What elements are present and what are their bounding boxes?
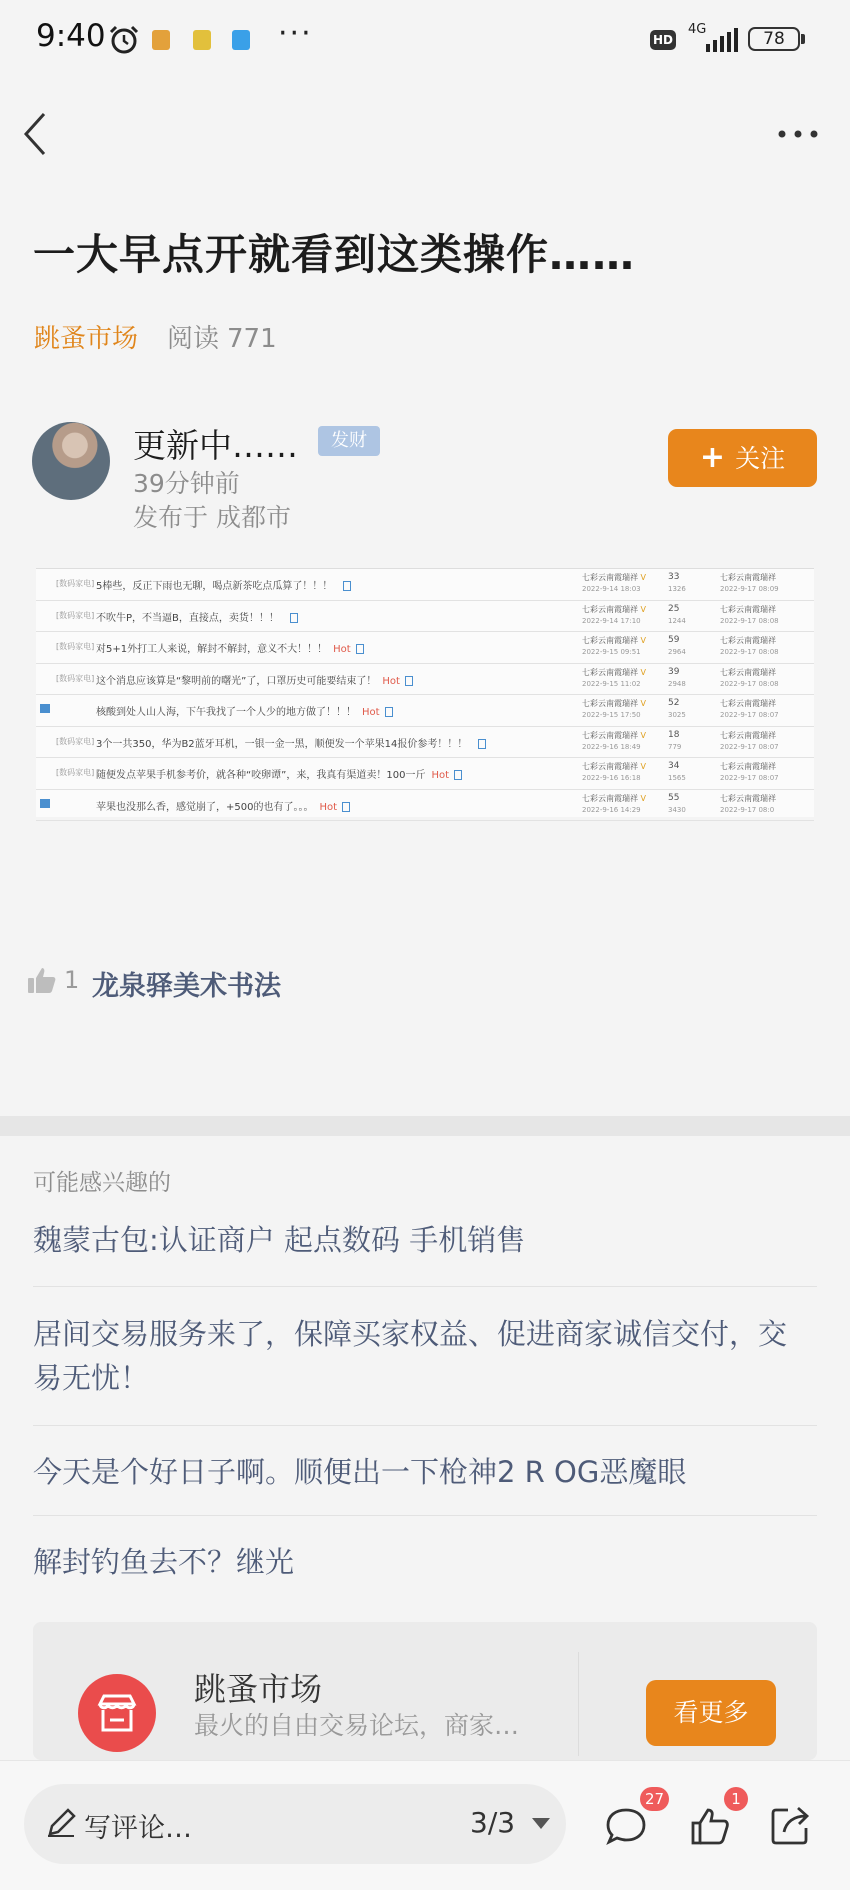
hot-label: Hot [333,644,351,655]
row-last-date: 2022-9-17 08:07 [720,774,779,782]
row-replies: 55 [668,792,680,803]
author-badge: 发财 [318,426,380,456]
row-author-name: 七彩云南霞瑞祥 [582,730,638,740]
page-indicator[interactable]: 3/3 [470,1806,516,1839]
share-icon[interactable] [770,1804,812,1846]
row-author-name: 七彩云南霞瑞祥 [582,667,638,677]
row-title-text: 对5+1外打工人来说，解封不解封，意义不大！！！ [96,644,328,655]
row-title-text: 不吹牛P，不当逼B，直接点，卖货！！！ [96,612,279,624]
post-location: 发布于 成都市 [133,503,291,532]
verified-icon: V [640,667,647,677]
row-date: 2022-9-14 18:03 [582,585,641,593]
verified-icon: V [640,793,647,803]
row-title [96,609,298,624]
battery-icon: 78 [748,27,800,51]
read-count [167,318,277,355]
embedded-list-row [36,601,814,633]
row-author [582,761,646,772]
row-author-name: 七彩云南霞瑞祥 [582,793,638,803]
embedded-list-row [36,664,814,696]
thumbs-up-icon[interactable] [690,1806,730,1846]
row-title [96,640,364,655]
row-last-date: 2022-9-17 08:0 [720,805,775,814]
status-time: 9:40 [36,18,106,54]
signal-icon [706,28,740,52]
attachment-icon [385,707,393,717]
attachment-icon [454,770,462,780]
row-date: 2022-9-15 09:51 [582,648,641,656]
row-tag: [数码家电] [56,736,95,746]
attachment-icon [290,613,298,623]
row-author [582,730,646,741]
plus-icon: + [699,440,726,475]
row-views: 779 [668,742,682,751]
recommendation-item[interactable]: 今天是个好日子啊。顺便出一下枪神2 R OG恶魔眼 [33,1455,687,1489]
verified-icon: V [640,699,647,708]
avatar[interactable] [32,422,110,500]
row-tag: [数码家电] [56,768,95,777]
comment-icon[interactable] [604,1806,648,1846]
thumbs-up-icon[interactable] [27,966,57,994]
row-title [96,798,350,813]
row-author [582,635,646,646]
row-last-poster: 七彩云南霞瑞祥 [720,699,776,708]
forum-card-name: 跳蚤市场 [194,1670,323,1708]
divider [33,1515,817,1516]
row-author-name: 七彩云南霞瑞祥 [582,636,638,645]
row-author [582,572,646,583]
status-more-icon: ··· [278,16,313,51]
attachment-icon [343,581,351,591]
read-number: 771 [227,324,277,354]
post-time: 39分钟前 [133,469,240,498]
dropdown-arrow-icon[interactable] [532,1818,550,1829]
battery-tip [801,34,805,44]
row-author-name: 七彩云南霞瑞祥 [582,699,638,708]
embedded-list-row [36,727,814,759]
row-last-date: 2022-9-17 08:09 [720,585,779,593]
verified-icon: V [640,573,647,582]
read-label: 阅读 [167,324,220,354]
row-replies: 59 [668,635,680,645]
attachment-icon [356,644,364,654]
row-last-date: 2022-9-17 08:08 [720,679,779,688]
row-views: 2948 [668,679,686,688]
comment-placeholder[interactable]: 写评论… [84,1813,192,1844]
notification-app-icon [193,30,211,50]
row-title-text: 这个消息应该算是“黎明前的曙光”了，口罩历史可能要结束了！ [96,675,377,687]
see-more-button[interactable]: 看更多 [646,1680,776,1746]
row-title [96,766,462,781]
recommendation-item[interactable]: 解封钓鱼去不？继光 [33,1545,295,1579]
row-last-date: 2022-9-17 08:08 [720,648,779,656]
row-views: 1565 [668,774,686,782]
divider [578,1652,579,1756]
network-type: 4G [688,22,707,37]
row-replies: 34 [668,761,680,771]
section-divider [0,1116,850,1136]
row-date: 2022-9-15 11:02 [582,679,641,688]
row-views: 1326 [668,585,686,593]
row-views: 1244 [668,616,686,625]
row-author-name: 七彩云南霞瑞祥 [582,762,638,771]
row-last-date: 2022-9-17 08:07 [720,711,779,719]
post-title: 一大早点开就看到这类操作…… [33,230,636,279]
row-author-name: 七彩云南霞瑞祥 [582,573,638,582]
row-tag: [数码家电] [56,610,95,620]
row-date: 2022-9-15 17:50 [582,711,641,719]
row-last-poster: 七彩云南霞瑞祥 [720,573,776,582]
forum-icon [78,1674,156,1752]
verified-icon: V [640,730,647,740]
recommendations-header: 可能感兴趣的 [33,1170,171,1196]
row-views: 3430 [668,805,686,814]
row-tag: [数码家电] [56,673,95,683]
row-title-text: 随便发点苹果手机参考价，就各种“咬卵谭”，来，我真有渠道卖！100一斤 [96,770,426,781]
row-date: 2022-9-14 17:10 [582,616,641,625]
row-tag: [数码家电] [56,579,95,588]
row-replies: 25 [668,603,680,614]
like-count-badge: 1 [724,1787,748,1811]
row-author [582,667,646,678]
row-author [582,793,646,804]
shop-icon [78,1674,156,1752]
row-last-poster: 七彩云南霞瑞祥 [720,793,776,803]
row-title [96,672,413,687]
attachment-icon [405,676,413,686]
more-options-icon[interactable] [776,120,820,148]
image-icon [40,799,50,808]
image-icon [40,704,50,713]
hot-label: Hot [362,707,380,718]
row-last-poster: 七彩云南霞瑞祥 [720,636,776,645]
notification-app-icon [152,30,170,50]
author-name[interactable]: 更新中…… [133,426,298,465]
row-last-date: 2022-9-17 08:08 [720,616,779,625]
follow-button[interactable] [668,429,817,487]
divider [33,1286,817,1287]
liker-name[interactable]: 龙泉驿美术书法 [92,971,281,1002]
row-views: 3025 [668,711,686,719]
forum-link[interactable]: 跳蚤市场 [34,324,139,354]
row-date: 2022-9-16 18:49 [582,742,641,751]
row-date: 2022-9-16 16:18 [582,774,641,782]
row-title-text: 5棒些，反正下雨也无聊，喝点新茶吃点瓜算了！！！ [96,581,333,592]
embedded-list-row [36,790,814,822]
embedded-list-row [36,695,814,727]
hot-label: Hot [382,675,400,687]
row-last-poster: 七彩云南霞瑞祥 [720,604,776,614]
embedded-image[interactable] [36,568,814,817]
notification-app-icon [232,30,250,50]
row-replies: 39 [668,666,680,677]
attachment-icon [478,739,486,749]
row-title-text: 苹果也没那么香，感觉崩了，+500的也有了。。。 [96,801,314,813]
verified-icon: V [640,604,647,614]
row-replies: 52 [668,698,680,708]
hd-icon: HD [650,30,676,50]
verified-icon: V [640,762,647,771]
row-last-poster: 七彩云南霞瑞祥 [720,667,776,677]
row-last-poster: 七彩云南霞瑞祥 [720,762,776,771]
embedded-list-row [36,569,814,601]
attachment-icon [342,802,350,812]
embedded-list-row [36,758,814,790]
row-tag: [数码家电] [56,642,95,651]
row-title [96,577,351,592]
row-last-date: 2022-9-17 08:07 [720,742,779,751]
like-count: 1 [64,966,80,994]
comment-count-badge: 27 [640,1787,669,1811]
recommendation-item[interactable]: 居间交易服务来了，保障买家权益、促进商家诚信交付，交易无忧！ [33,1317,788,1395]
embedded-list-row [36,632,814,664]
row-author [582,604,646,615]
row-title [96,735,486,750]
hot-label: Hot [319,801,338,813]
row-author-name: 七彩云南霞瑞祥 [582,604,638,614]
divider [33,1425,817,1426]
row-views: 2964 [668,648,686,656]
verified-icon: V [640,636,647,645]
row-title [96,703,393,718]
row-last-poster: 七彩云南霞瑞祥 [720,730,776,740]
row-date: 2022-9-16 14:29 [582,805,641,814]
recommendation-item[interactable]: 魏蒙古包:认证商户 起点数码 手机销售 [33,1223,526,1257]
row-title-text: 核酸到处人山人海，下午我找了一个人少的地方做了！！！ [96,707,356,718]
back-arrow-icon[interactable] [20,110,48,158]
forum-card-description: 最火的自由交易论坛，商家… [194,1711,520,1740]
row-replies: 33 [668,572,680,582]
row-replies: 18 [668,729,680,740]
row-title-text: 3个一共350，华为B2蓝牙耳机，一银一金一黑，顺便发一个苹果14报价参考！！！ [96,738,468,750]
follow-label: 关注 [735,444,786,473]
hot-label: Hot [431,770,450,781]
pen-icon [46,1808,76,1838]
row-author [582,698,646,709]
alarm-clock-icon [108,24,140,56]
